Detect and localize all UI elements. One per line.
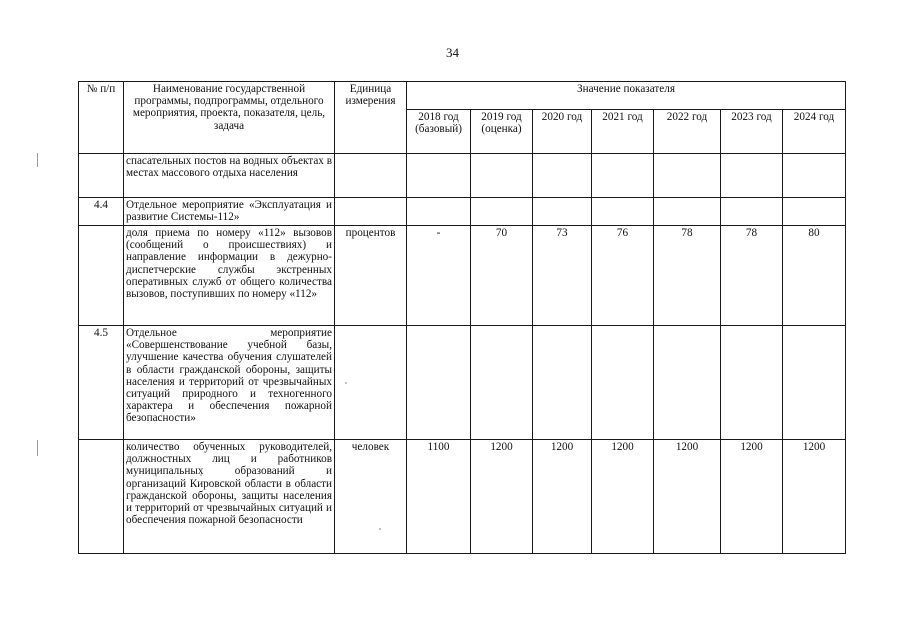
row-value [783, 326, 846, 440]
row-value [783, 198, 846, 226]
row-value [721, 326, 783, 440]
row-name: Отдельное мероприятие «Совершенствование учебной базы, улучшение качества обучения слушателей в области гражданской обороны, защиты населения и территорий от чрезвычайных ситуаций природного и техногенного характера и обеспечения пожарной безопасности» [124, 326, 335, 440]
row-num: 4.5 [79, 326, 124, 440]
row-name: количество обученных руководителей, должностных лиц и работников муниципальных образований и организаций Кировской области в области гражданской обороны, защиты населения и территорий от чрезвычайных ситуаций и обеспечения пожарной безопасности [124, 440, 335, 554]
row-value: 1200 [533, 440, 592, 554]
row-value: 1200 [783, 440, 846, 554]
row-unit: процентов [335, 226, 407, 326]
table-row [79, 226, 846, 326]
row-unit [335, 198, 407, 226]
row-value: 1100 [407, 440, 471, 554]
row-value [533, 326, 592, 440]
header-year: 2020 год [533, 110, 592, 154]
row-value [783, 154, 846, 198]
row-value: 76 [592, 226, 654, 326]
header-year: 2018 год (базовый) [407, 110, 471, 154]
row-value: 78 [721, 226, 783, 326]
row-value: 80 [783, 226, 846, 326]
header-value-group: Значение показателя [407, 82, 846, 110]
table-row [79, 154, 846, 198]
row-value: 1200 [721, 440, 783, 554]
row-unit [335, 326, 407, 440]
table-row [79, 198, 846, 226]
scan-mark [37, 153, 38, 167]
row-value [471, 154, 533, 198]
row-value [654, 326, 721, 440]
row-value [592, 326, 654, 440]
row-value [592, 154, 654, 198]
row-num [79, 440, 124, 554]
page-number: 34 [446, 45, 459, 60]
row-name: спасательных постов на водных объектах в местах массового отдыха населения [124, 154, 335, 198]
row-num: 4.4 [79, 198, 124, 226]
indicators-table [78, 81, 846, 554]
header-year: 2019 год (оценка) [471, 110, 533, 154]
header-year: 2023 год [721, 110, 783, 154]
row-value [654, 154, 721, 198]
row-value [407, 198, 471, 226]
scan-mark [37, 440, 38, 456]
row-value [592, 198, 654, 226]
row-name: доля приема по номеру «112» вызовов (сообщений о происшествиях) и направление информации в дежурно-диспетчерские службы экстренных оперативных служб от общего количества вызовов, поступивших по номеру «112» [124, 226, 335, 326]
row-value [533, 198, 592, 226]
row-num [79, 226, 124, 326]
header-year: 2022 год [654, 110, 721, 154]
header-unit: Единица измерения [335, 82, 407, 154]
header-name: Наименование государственной программы, подпрограммы, отдельного мероприятия, проекта, показателя, цель, задача [124, 82, 335, 154]
row-value: 1200 [592, 440, 654, 554]
row-value [407, 154, 471, 198]
table-row [79, 440, 846, 554]
header-num: № п/п [79, 82, 124, 154]
row-value [533, 154, 592, 198]
row-value [407, 326, 471, 440]
row-value: 1200 [654, 440, 721, 554]
row-unit [335, 154, 407, 198]
row-num [79, 154, 124, 198]
row-value: 1200 [471, 440, 533, 554]
row-value [721, 198, 783, 226]
row-value [654, 198, 721, 226]
table-row [79, 326, 846, 440]
row-value: - [407, 226, 471, 326]
row-name: Отдельное мероприятие «Эксплуатация и развитие Системы-112» [124, 198, 335, 226]
row-value [471, 326, 533, 440]
header-year: 2021 год [592, 110, 654, 154]
row-value: 73 [533, 226, 592, 326]
row-value: 70 [471, 226, 533, 326]
row-value: 78 [654, 226, 721, 326]
header-year: 2024 год [783, 110, 846, 154]
row-value [721, 154, 783, 198]
row-unit: человек [335, 440, 407, 554]
row-value [471, 198, 533, 226]
